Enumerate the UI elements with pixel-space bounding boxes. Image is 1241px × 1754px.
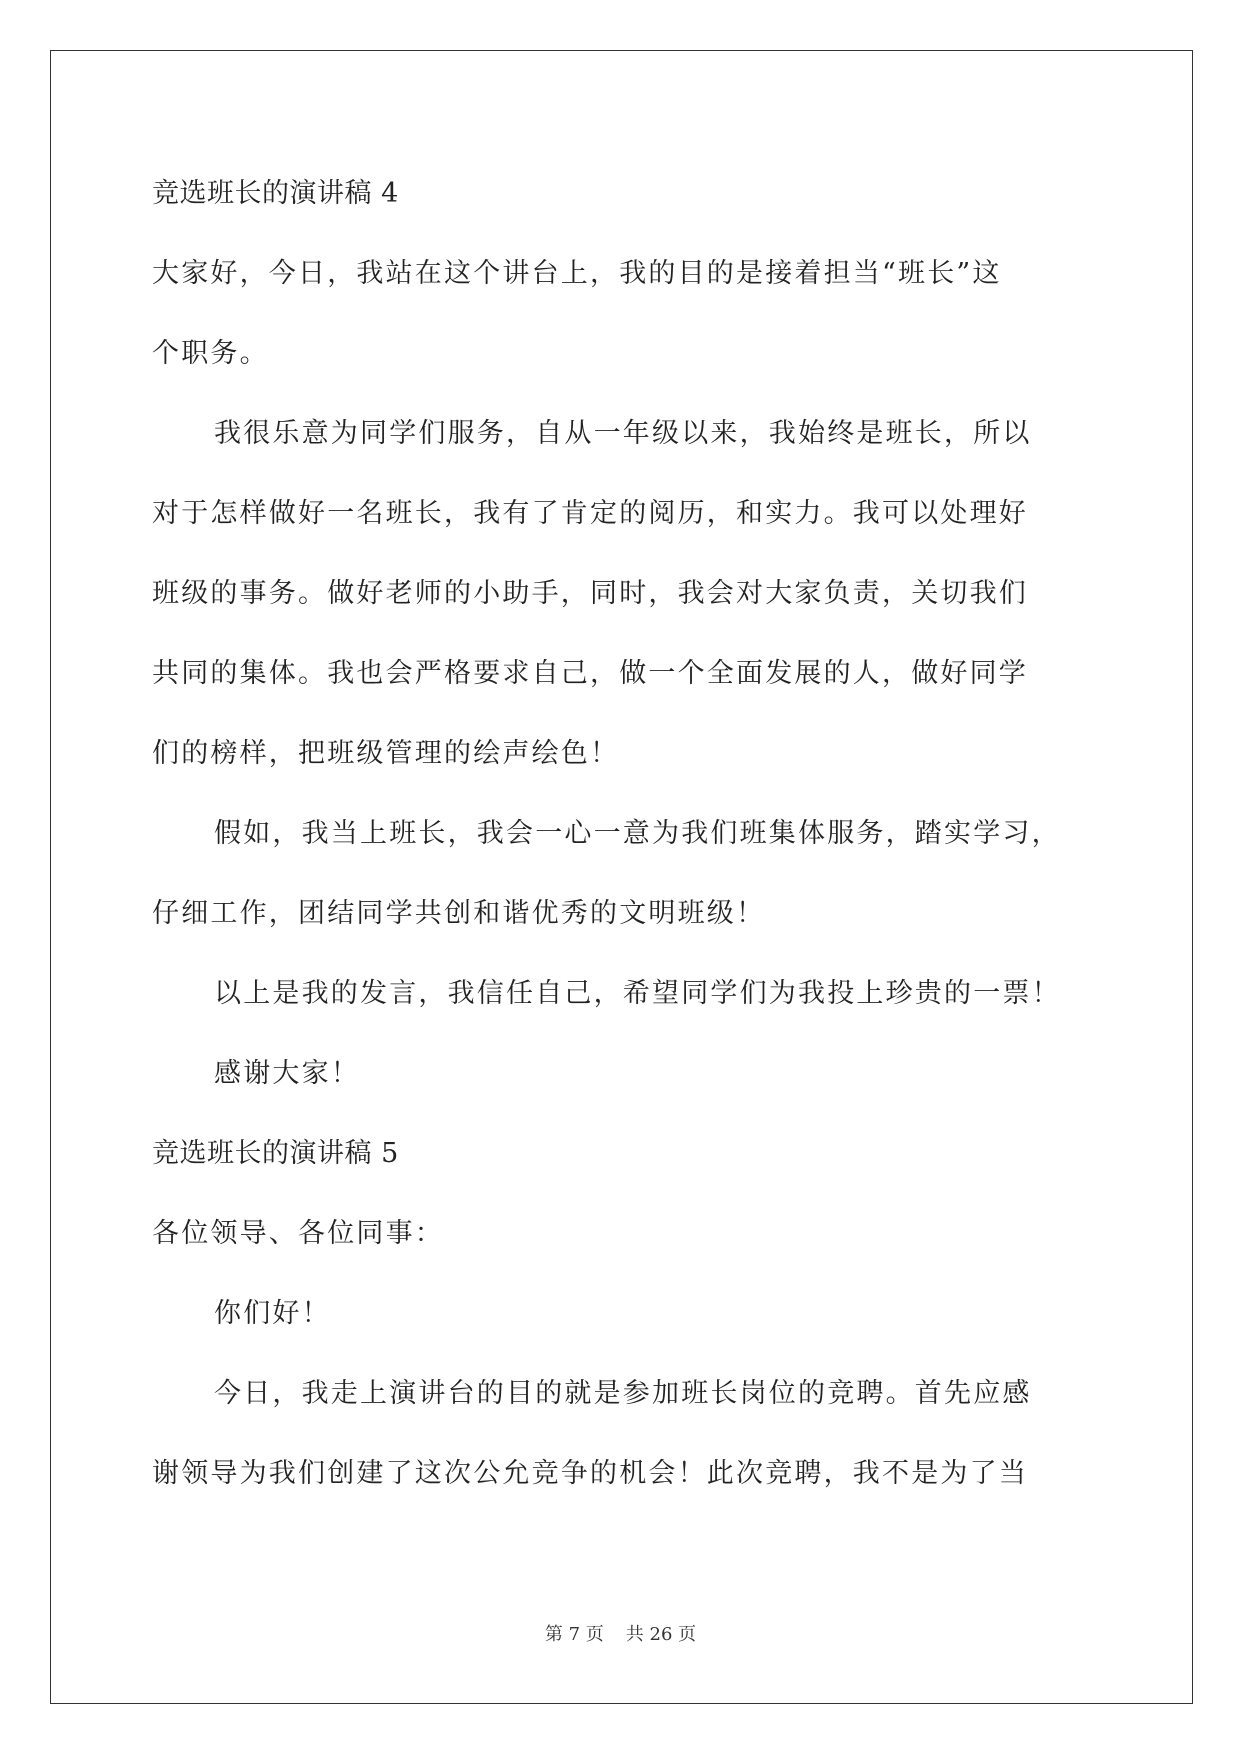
page-number: 第 7 页 bbox=[544, 1624, 604, 1645]
paragraph-line: 们的榜样，把班级管理的绘声绘色！ bbox=[152, 738, 620, 769]
speech-4-title: 竞选班长的演讲稿 4 bbox=[152, 178, 399, 209]
page-border bbox=[50, 50, 1193, 1704]
paragraph-line: 感谢大家！ bbox=[214, 1058, 360, 1089]
paragraph-line: 以上是我的发言，我信任自己，希望同学们为我投上珍贵的一票！ bbox=[214, 978, 1061, 1009]
paragraph-line: 仔细工作，团结同学共创和谐优秀的文明班级！ bbox=[152, 898, 766, 929]
speech-5-title: 竞选班长的演讲稿 5 bbox=[152, 1138, 399, 1169]
paragraph-line: 今日，我走上演讲台的目的就是参加班长岗位的竞聘。首先应感 bbox=[214, 1378, 1032, 1409]
paragraph-line: 假如，我当上班长，我会一心一意为我们班集体服务，踏实学习， bbox=[214, 818, 1061, 849]
paragraph-line: 对于怎样做好一名班长，我有了肯定的阅历，和实力。我可以处理好 bbox=[152, 498, 1028, 529]
page-total: 共 26 页 bbox=[625, 1624, 697, 1645]
greeting: 你们好！ bbox=[214, 1298, 331, 1329]
paragraph-line: 谢领导为我们创建了这次公允竞争的机会！此次竞聘，我不是为了当 bbox=[152, 1458, 1028, 1489]
paragraph-line: 班级的事务。做好老师的小助手，同时，我会对大家负责，关切我们 bbox=[152, 578, 1028, 609]
salutation: 各位领导、各位同事： bbox=[152, 1218, 444, 1249]
paragraph-line: 共同的集体。我也会严格要求自己，做一个全面发展的人，做好同学 bbox=[152, 658, 1028, 689]
paragraph-line: 个职务。 bbox=[152, 338, 269, 369]
paragraph-line: 我很乐意为同学们服务，自从一年级以来，我始终是班长，所以 bbox=[214, 418, 1032, 449]
paragraph-line: 大家好，今日，我站在这个讲台上，我的目的是接着担当“班长”这 bbox=[152, 258, 1002, 289]
page-footer bbox=[0, 1624, 1241, 1646]
